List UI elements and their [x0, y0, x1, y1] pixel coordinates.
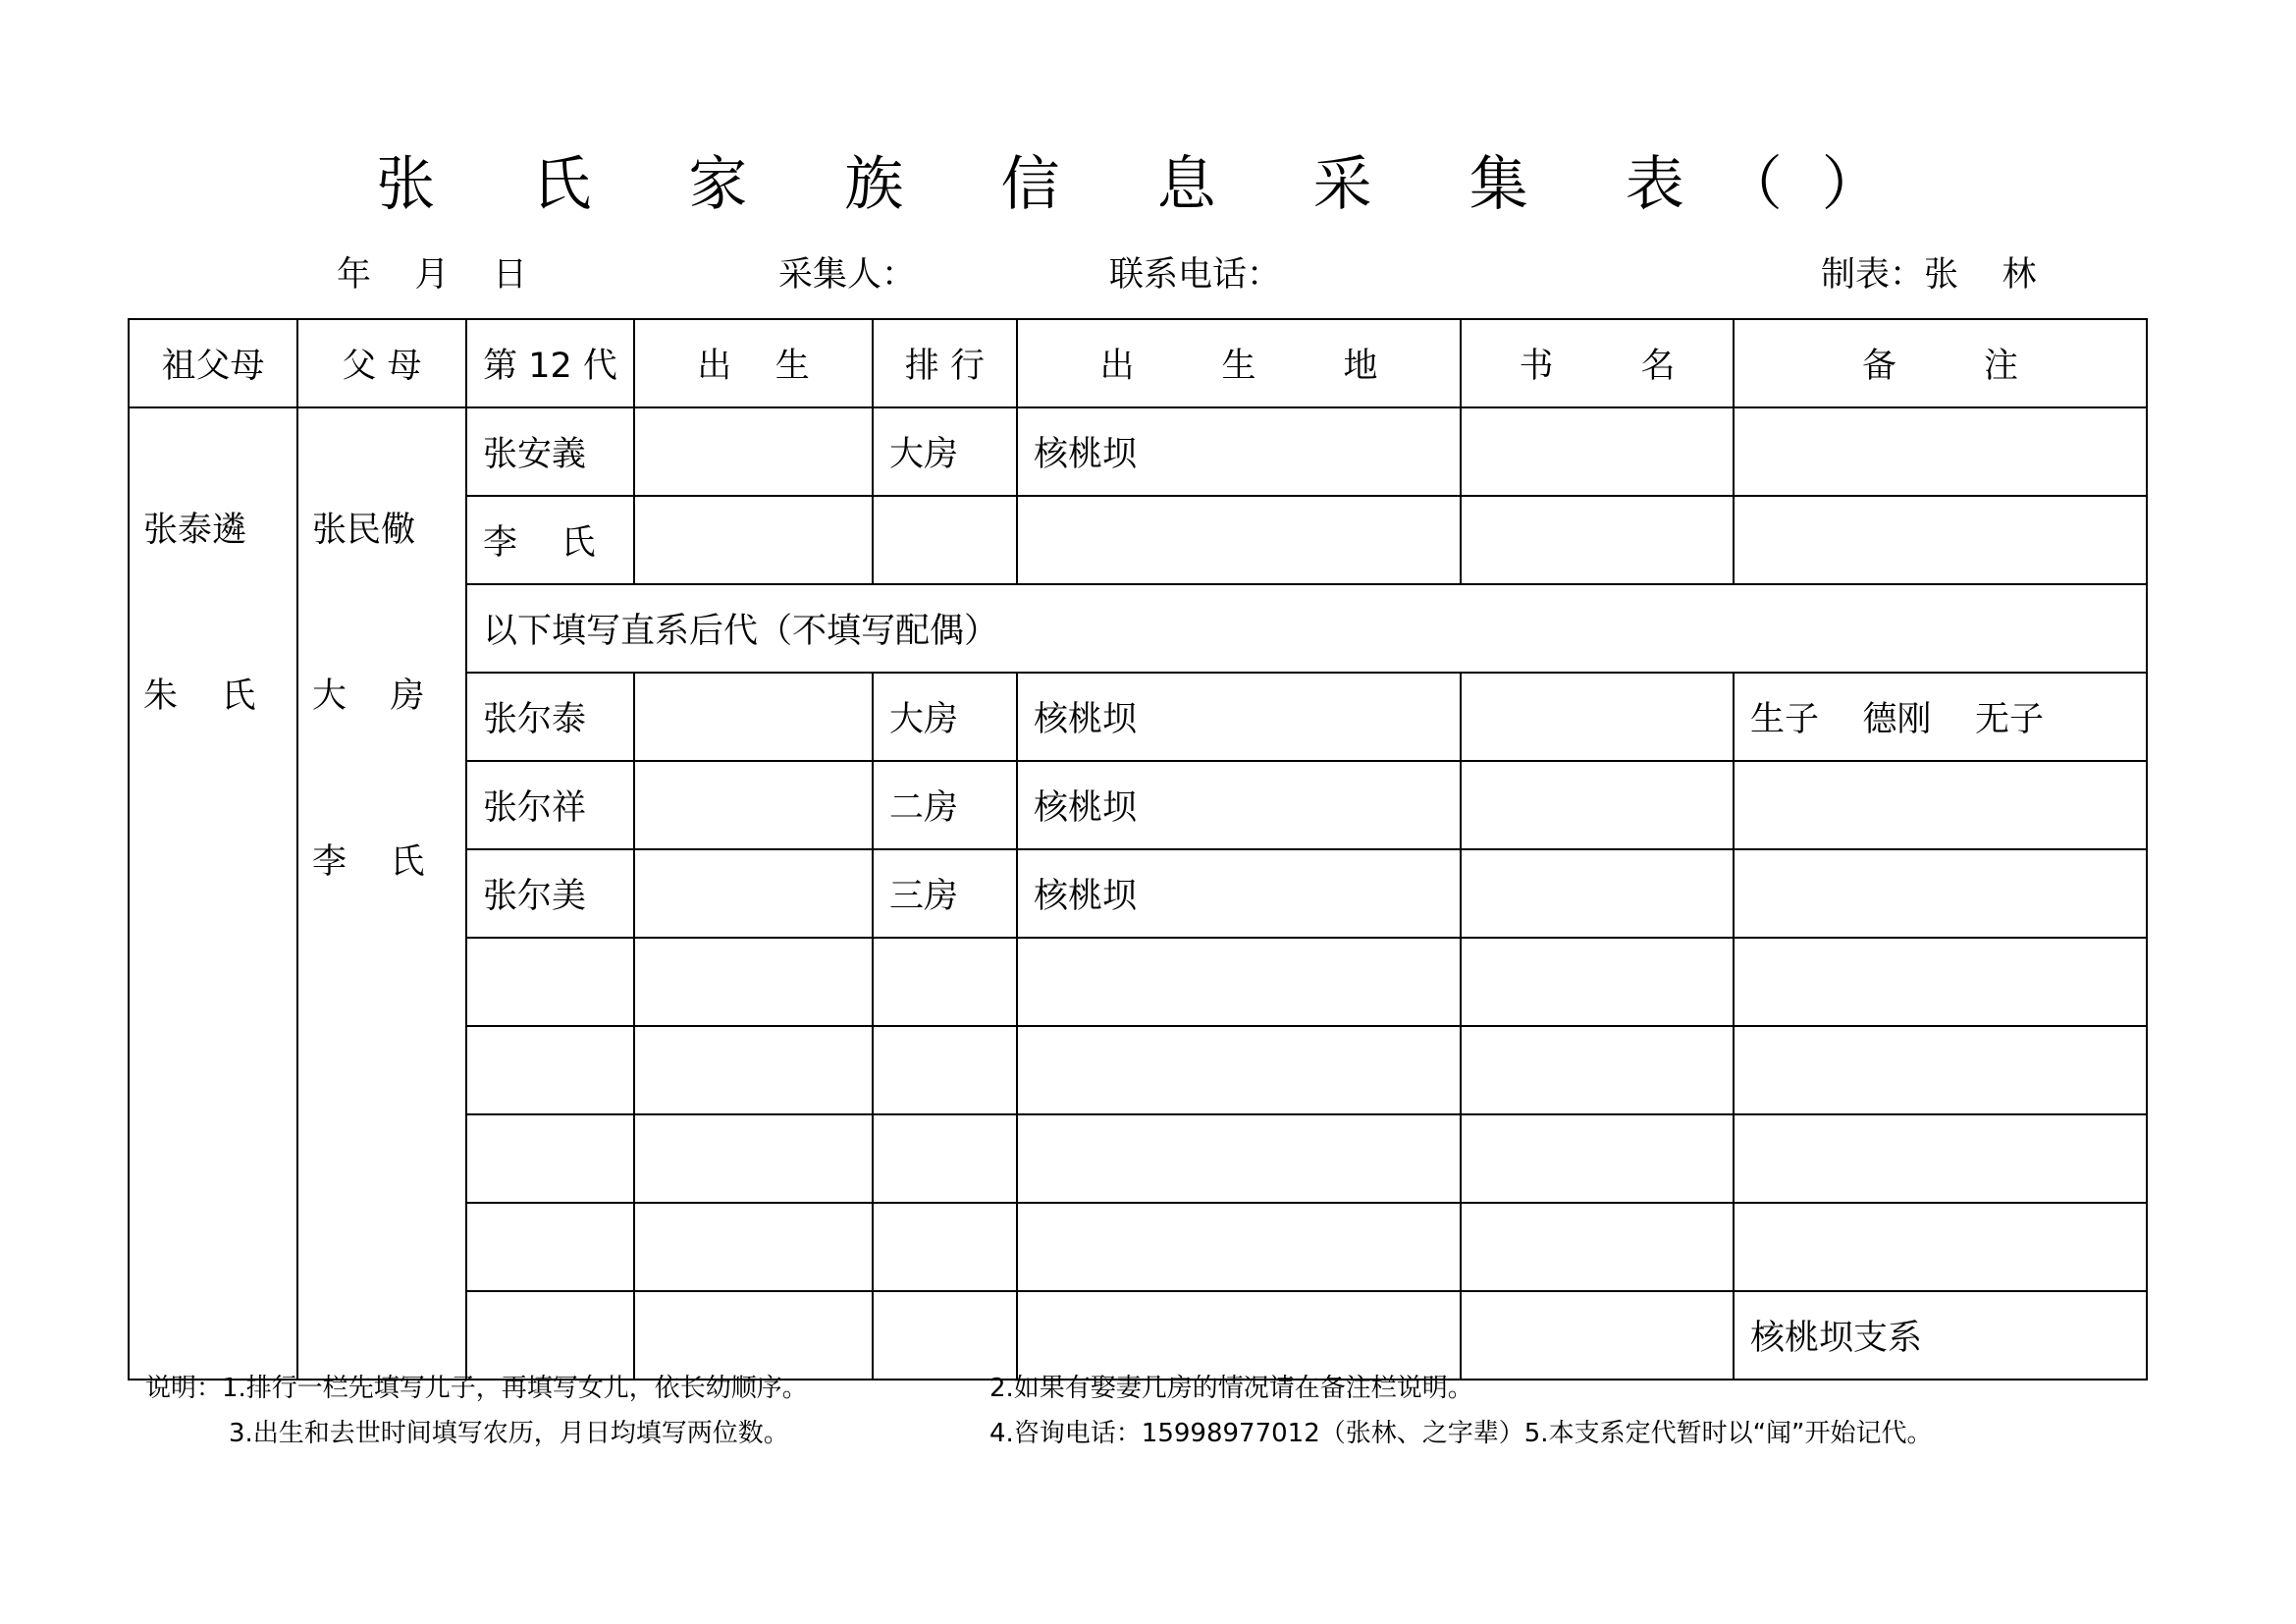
- descendant-birthplace[interactable]: [1017, 1203, 1461, 1291]
- descendant-remark[interactable]: 生子 德刚 无子: [1734, 673, 2147, 761]
- descendant-book-name[interactable]: [1461, 938, 1734, 1026]
- descendant-birth[interactable]: [634, 1291, 873, 1380]
- descendant-name[interactable]: 张尔泰: [466, 673, 634, 761]
- descendant-remark[interactable]: [1734, 938, 2147, 1026]
- descendant-birth[interactable]: [634, 938, 873, 1026]
- header-remark: 备 注: [1734, 319, 2147, 407]
- grandfather-name: 张泰遴: [143, 511, 247, 550]
- descendant-rank[interactable]: [873, 1114, 1017, 1203]
- grandmother-name: 朱 氏: [143, 677, 256, 716]
- father-branch: 大 房: [312, 677, 425, 716]
- header-generation: 第 12 代: [466, 319, 634, 407]
- grandparents-cell: [129, 407, 297, 1380]
- header-row: [129, 319, 2147, 407]
- descendant-remark[interactable]: [1734, 1026, 2147, 1114]
- descendant-birth[interactable]: [634, 1026, 873, 1114]
- descendant-rank[interactable]: [873, 1291, 1017, 1380]
- descendant-name[interactable]: [466, 938, 634, 1026]
- note-4: 4.咨询电话：15998977012（张林、之字辈）5.本支系定代暂时以“闻”开始记代。: [989, 1419, 1933, 1448]
- header-book-name: 书 名: [1461, 319, 1734, 407]
- couple-name[interactable]: 张安義: [466, 407, 634, 496]
- family-info-table: [128, 318, 2148, 1380]
- descendant-birth[interactable]: [634, 1203, 873, 1291]
- couple-remark[interactable]: [1734, 407, 2147, 496]
- descendant-book-name[interactable]: [1461, 1203, 1734, 1291]
- descendant-rank[interactable]: [873, 938, 1017, 1026]
- descendant-book-name[interactable]: [1461, 1291, 1734, 1380]
- descendant-birthplace[interactable]: 核桃坝: [1017, 673, 1461, 761]
- couple-birthplace[interactable]: 核桃坝: [1017, 407, 1461, 496]
- descendant-remark[interactable]: [1734, 1114, 2147, 1203]
- descendant-rank[interactable]: 二房: [873, 761, 1017, 849]
- father-name: 张民儆: [312, 511, 416, 550]
- couple-remark[interactable]: [1734, 496, 2147, 584]
- descendant-birthplace[interactable]: [1017, 1114, 1461, 1203]
- note-3: 3.出生和去世时间填写农历，月日均填写两位数。: [229, 1419, 789, 1448]
- header-birthplace: 出 生 地: [1017, 319, 1461, 407]
- couple-book-name[interactable]: [1461, 496, 1734, 584]
- descendant-birthplace[interactable]: 核桃坝: [1017, 849, 1461, 938]
- descendant-birthplace[interactable]: [1017, 1291, 1461, 1380]
- couple-book-name[interactable]: [1461, 407, 1734, 496]
- descendant-name[interactable]: [466, 1114, 634, 1203]
- descendant-birthplace[interactable]: [1017, 938, 1461, 1026]
- couple-rank[interactable]: [873, 496, 1017, 584]
- descendant-book-name[interactable]: [1461, 1114, 1734, 1203]
- descendant-birth[interactable]: [634, 761, 873, 849]
- form-title: 张 氏 家 族 信 息 采 集 表（）: [376, 150, 1920, 219]
- descendant-name[interactable]: 张尔美: [466, 849, 634, 938]
- parents-cell: [297, 407, 466, 1380]
- descendant-remark[interactable]: [1734, 1203, 2147, 1291]
- date-label: 年 月 日: [337, 255, 528, 295]
- couple-birth[interactable]: [634, 496, 873, 584]
- maker-label: 制表：张 林: [1821, 255, 2037, 295]
- note-1: 说明：1.排行一栏先填写儿子，再填写女儿，依长幼顺序。: [145, 1374, 808, 1403]
- couple-birthplace[interactable]: [1017, 496, 1461, 584]
- descendant-rank[interactable]: 三房: [873, 849, 1017, 938]
- couple-rank[interactable]: 大房: [873, 407, 1017, 496]
- descendant-birth[interactable]: [634, 673, 873, 761]
- couple-row: [129, 407, 2147, 496]
- descendant-book-name[interactable]: [1461, 673, 1734, 761]
- descendant-remark[interactable]: [1734, 849, 2147, 938]
- collector-label: 采集人：: [778, 255, 917, 295]
- couple-birth[interactable]: [634, 407, 873, 496]
- descendant-birth[interactable]: [634, 1114, 873, 1203]
- descendant-book-name[interactable]: [1461, 761, 1734, 849]
- descendant-rank[interactable]: 大房: [873, 673, 1017, 761]
- descendant-birthplace[interactable]: 核桃坝: [1017, 761, 1461, 849]
- descendant-name[interactable]: [466, 1291, 634, 1380]
- mother-name: 李 氏: [312, 842, 425, 882]
- descendant-name[interactable]: [466, 1026, 634, 1114]
- descendant-book-name[interactable]: [1461, 849, 1734, 938]
- descendant-name[interactable]: [466, 1203, 634, 1291]
- header-rank: 排 行: [873, 319, 1017, 407]
- header-grandparents: 祖父母: [129, 319, 297, 407]
- descendant-rank[interactable]: [873, 1026, 1017, 1114]
- descendant-book-name[interactable]: [1461, 1026, 1734, 1114]
- descendant-remark[interactable]: 核桃坝支系: [1734, 1291, 2147, 1380]
- descendant-rank[interactable]: [873, 1203, 1017, 1291]
- descendant-remark[interactable]: [1734, 761, 2147, 849]
- descendant-birth[interactable]: [634, 849, 873, 938]
- descendants-note: 以下填写直系后代（不填写配偶）: [466, 584, 2147, 673]
- couple-name[interactable]: 李 氏: [466, 496, 634, 584]
- header-parents: 父 母: [297, 319, 466, 407]
- descendant-birthplace[interactable]: [1017, 1026, 1461, 1114]
- descendant-name[interactable]: 张尔祥: [466, 761, 634, 849]
- header-birth: 出 生: [634, 319, 873, 407]
- note-2: 2.如果有娶妻几房的情况请在备注栏说明。: [989, 1374, 1473, 1403]
- phone-label: 联系电话：: [1109, 255, 1282, 295]
